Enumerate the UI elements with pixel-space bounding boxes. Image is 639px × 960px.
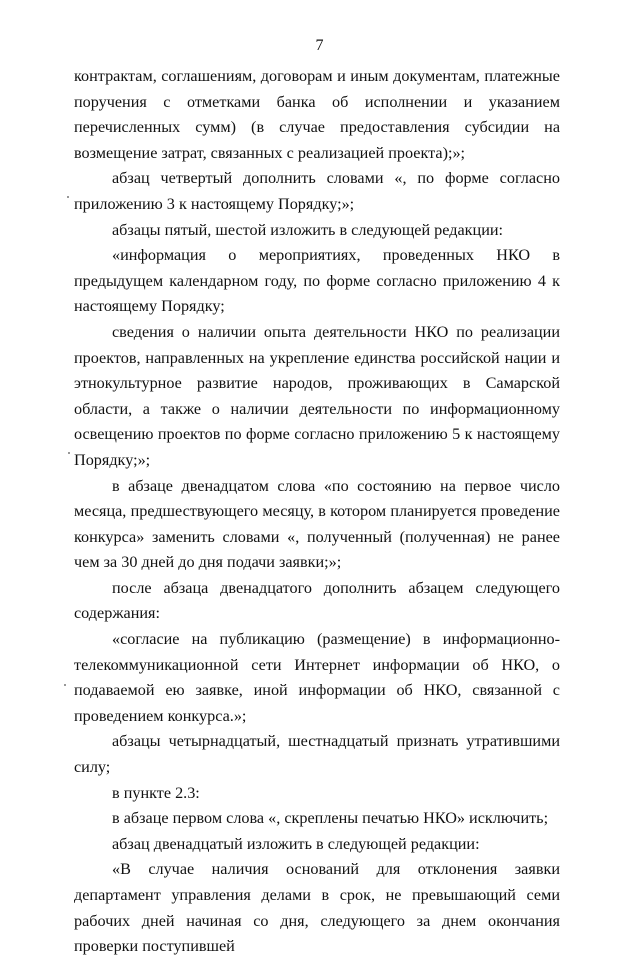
page-number: 7 [315,37,324,54]
paragraph: «согласие на публикацию (размещение) в информационно-телекоммуникационной сети Интернет информации об НКО, о подаваемой ею заявке, иной информации об НКО, связанной с проведением конкурса.»; [74,630,560,725]
paragraph: абзацы пятый, шестой изложить в следующей редакции: [112,220,504,239]
paragraph: в абзаце двенадцатом слова «по состоянию на первое число месяца, предшествующего месяцу, в котором планируется проведение конкурса» заменить словами «, полученный (полученная) не ранее чем за 30 дней до дня подачи заявки;»; [74,476,560,572]
paragraph: абзац двенадцатый изложить в следующей редакции: [112,834,480,853]
scan-speck [67,196,69,198]
paragraph: в абзаце первом слова «, скреплены печатью НКО» исключить; [112,809,549,828]
paragraph: сведения о наличии опыта деятельности НКО по реализации проектов, направленных на укрепление единства российской нации и этнокультурное развитие народов, проживающих в Самарской области, а также о наличии деятельности по информационному освещению проектов по форме согласно приложению 5 к настоящему Порядку;»; [74,322,560,469]
paragraph: в пункте 2.3: [112,783,200,802]
paragraph: контрактам, соглашениям, договорам и иным документам, платежные поручения с отметками банка об исполнении и указанием перечисленных сумм) (в случае предоставления субсидии на возмещение затрат, связанных с реализацией проекта);»; [74,67,560,162]
paragraph: абзацы четырнадцатый, шестнадцатый признать утратившими силу; [74,732,560,777]
scan-speck [64,684,66,686]
paragraph: «В случае наличия оснований для отклонения заявки департамент управления делами в срок, не превышающий семи рабочих дней начиная со дня, следующего за днем окончания проверки поступившей [74,860,560,956]
scan-speck [68,452,70,454]
paragraph: «информация о мероприятиях, проведенных НКО в предыдущем календарном году, по форме согласно приложению 4 к настоящему Порядку; [74,246,560,316]
document-body [74,64,560,960]
paragraph: после абзаца двенадцатого дополнить абзацем следующего содержания: [74,578,560,623]
paragraph: абзац четвертый дополнить словами «, по форме согласно приложению 3 к настоящему Порядку;»; [74,169,560,213]
